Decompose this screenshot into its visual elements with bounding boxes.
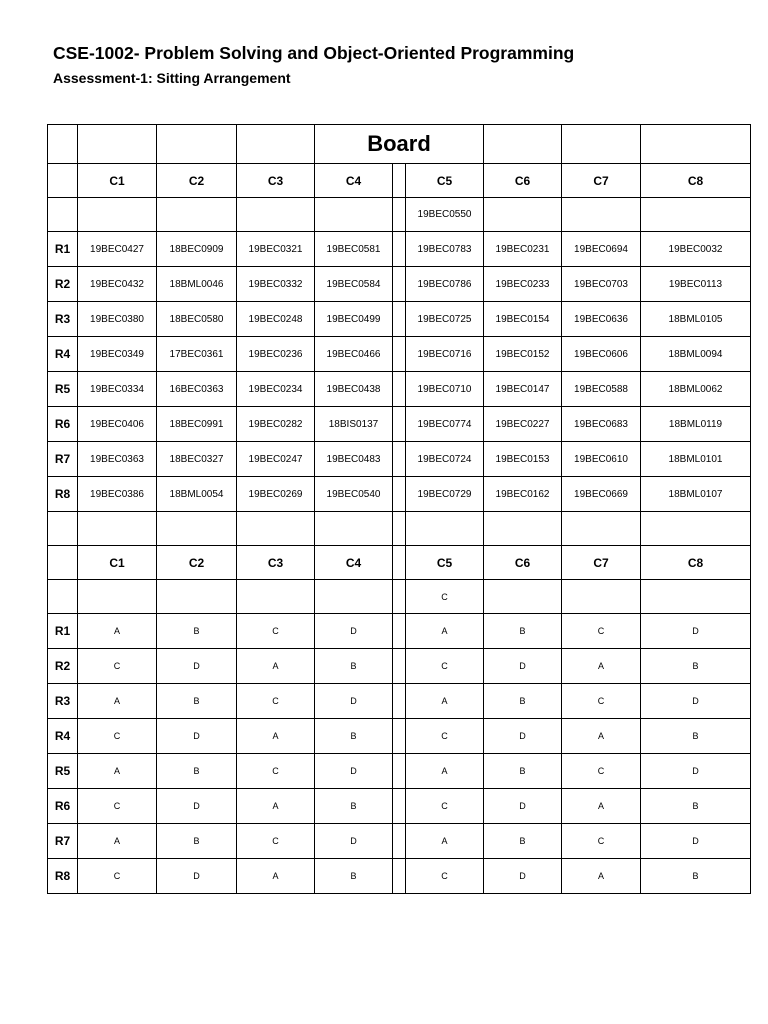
aisle-gap-cell [393,614,406,649]
seat-cell: C [406,719,484,754]
aisle-gap-cell [393,824,406,859]
seat-cell: 18BML0094 [641,337,751,372]
seat-cell: B [157,824,237,859]
table-row [48,614,751,649]
seat-cell: B [157,684,237,719]
seat-cell: A [237,719,315,754]
seat-cell: 19BEC0282 [237,407,315,442]
aisle-gap-cell [393,512,406,546]
column-header: C3 [237,164,315,198]
seat-cell: C [78,789,157,824]
empty-cell [78,580,157,614]
seat-cell: B [641,719,751,754]
seat-cell: 19BEC0032 [641,232,751,267]
aisle-gap-cell [393,267,406,302]
seat-cell: A [237,789,315,824]
seat-cell: 19BEC0234 [237,372,315,407]
empty-cell [157,580,237,614]
seat-cell: 19BEC0729 [406,477,484,512]
table-row [48,859,751,894]
seat-cell: 19BEC0610 [562,442,641,477]
table-row [48,789,751,824]
board-row [48,125,751,164]
seat-cell: A [78,824,157,859]
aisle-gap-cell [393,337,406,372]
seat-cell: D [315,614,393,649]
seat-cell: C [237,824,315,859]
seat-cell: B [484,754,562,789]
seat-cell: 19BEC0380 [78,302,157,337]
seat-cell: A [78,754,157,789]
seat-cell: C [406,649,484,684]
column-header: C4 [315,164,393,198]
seat-cell: 19BEC0724 [406,442,484,477]
seat-cell: 19BEC0466 [315,337,393,372]
row-label: R2 [48,649,78,684]
column-header: C2 [157,546,237,580]
empty-cell [641,512,751,546]
seat-cell: 18BML0054 [157,477,237,512]
table-row [48,824,751,859]
seat-cell: D [641,824,751,859]
front-seat-cell: C [406,580,484,614]
seat-cell: D [484,649,562,684]
seat-cell: D [484,859,562,894]
seat-cell: A [406,684,484,719]
board-label: Board [315,125,484,164]
separator-row [48,512,751,546]
aisle-gap-cell [393,859,406,894]
column-header: C1 [78,164,157,198]
row-label: R1 [48,614,78,649]
empty-cell [48,546,78,580]
aisle-gap-cell [393,372,406,407]
aisle-gap-cell [393,407,406,442]
column-header: C4 [315,546,393,580]
seat-cell: C [78,719,157,754]
seat-cell: A [562,719,641,754]
seat-cell: C [562,684,641,719]
column-header: C2 [157,164,237,198]
column-header: C5 [406,164,484,198]
seat-cell: 19BEC0386 [78,477,157,512]
seat-cell: B [641,859,751,894]
empty-cell [48,164,78,198]
seat-cell: 19BEC0363 [78,442,157,477]
seat-cell: C [237,684,315,719]
seat-cell: 19BEC0783 [406,232,484,267]
seat-cell: B [157,614,237,649]
seat-cell: 19BEC0153 [484,442,562,477]
table-row [48,337,751,372]
aisle-gap-cell [393,302,406,337]
seat-cell: 19BEC0147 [484,372,562,407]
page-title: CSE-1002- Problem Solving and Object-Oriented Programming [53,43,575,63]
table-row [48,477,751,512]
table-row [48,442,751,477]
seat-cell: 19BEC0334 [78,372,157,407]
front-seat-row [48,198,751,232]
aisle-gap-cell [393,477,406,512]
row-label: R4 [48,337,78,372]
seat-cell: B [641,649,751,684]
table-row [48,754,751,789]
seat-cell: C [78,859,157,894]
aisle-gap-cell [393,684,406,719]
empty-cell [315,198,393,232]
empty-cell [484,198,562,232]
row-label: R3 [48,302,78,337]
seat-cell: 18BEC0580 [157,302,237,337]
column-header-row [48,164,751,198]
seat-cell: C [562,754,641,789]
seat-cell: D [157,649,237,684]
seat-cell: D [484,789,562,824]
aisle-gap-cell [393,546,406,580]
column-header: C1 [78,546,157,580]
front-seat-cell: 19BEC0550 [406,198,484,232]
seat-cell: 19BEC0247 [237,442,315,477]
row-label: R8 [48,859,78,894]
empty-cell [562,512,641,546]
empty-cell [315,580,393,614]
seat-cell: 19BEC0703 [562,267,641,302]
empty-cell [237,198,315,232]
seat-cell: C [78,649,157,684]
aisle-gap-cell [393,649,406,684]
seat-cell: B [315,789,393,824]
empty-cell [78,512,157,546]
seat-cell: C [237,614,315,649]
seat-cell: 18BML0101 [641,442,751,477]
seat-cell: D [315,824,393,859]
table-row [48,267,751,302]
seat-cell: 18BML0105 [641,302,751,337]
empty-cell [48,198,78,232]
column-header: C6 [484,546,562,580]
seat-cell: A [237,859,315,894]
seat-cell: 18BML0046 [157,267,237,302]
column-header: C5 [406,546,484,580]
seat-cell: 18BML0062 [641,372,751,407]
seat-cell: 19BEC0154 [484,302,562,337]
table-row [48,232,751,267]
seat-cell: 19BEC0716 [406,337,484,372]
seat-cell: A [562,789,641,824]
seat-cell: B [157,754,237,789]
seat-cell: 19BEC0606 [562,337,641,372]
empty-cell [484,512,562,546]
seat-cell: 19BEC0332 [237,267,315,302]
seat-cell: C [562,614,641,649]
seat-cell: B [484,684,562,719]
seat-cell: A [562,859,641,894]
row-label: R7 [48,824,78,859]
column-header: C3 [237,546,315,580]
seat-cell: 19BEC0248 [237,302,315,337]
seat-cell: 19BEC0483 [315,442,393,477]
column-header-row [48,546,751,580]
seat-cell: 19BEC0227 [484,407,562,442]
seat-cell: 19BEC0725 [406,302,484,337]
seat-cell: 18BML0107 [641,477,751,512]
aisle-gap-cell [393,442,406,477]
row-label: R5 [48,754,78,789]
row-label: R6 [48,407,78,442]
empty-cell [315,512,393,546]
column-header: C7 [562,546,641,580]
empty-cell [157,512,237,546]
seat-cell: 19BEC0584 [315,267,393,302]
seat-cell: 18BEC0991 [157,407,237,442]
seating-table [47,124,751,894]
empty-cell [48,512,78,546]
seat-cell: 19BEC0499 [315,302,393,337]
seat-cell: D [641,684,751,719]
table-row [48,649,751,684]
table-row [48,719,751,754]
row-label: R1 [48,232,78,267]
aisle-gap-cell [393,789,406,824]
empty-cell [406,512,484,546]
seat-cell: 17BEC0361 [157,337,237,372]
seat-cell: 19BEC0432 [78,267,157,302]
seat-cell: 19BEC0669 [562,477,641,512]
seat-cell: B [484,614,562,649]
table-row [48,407,751,442]
seat-cell: 19BEC0694 [562,232,641,267]
seat-cell: A [406,614,484,649]
row-label: R5 [48,372,78,407]
seat-cell: 18BEC0327 [157,442,237,477]
row-label: R6 [48,789,78,824]
table-row [48,684,751,719]
seat-cell: D [484,719,562,754]
aisle-gap-cell [393,164,406,198]
empty-cell [237,125,315,164]
empty-cell [484,125,562,164]
row-label: R2 [48,267,78,302]
column-header: C7 [562,164,641,198]
aisle-gap-cell [393,719,406,754]
seat-cell: 19BEC0231 [484,232,562,267]
seat-cell: 18BIS0137 [315,407,393,442]
row-label: R3 [48,684,78,719]
empty-cell [78,125,157,164]
seat-cell: D [641,614,751,649]
column-header: C6 [484,164,562,198]
seat-cell: 19BEC0710 [406,372,484,407]
seating-table-body [48,125,751,894]
seat-cell: 19BEC0233 [484,267,562,302]
page-subtitle: Assessment-1: Sitting Arrangement [53,70,291,86]
aisle-gap-cell [393,198,406,232]
seat-cell: 19BEC0774 [406,407,484,442]
seat-cell: A [78,684,157,719]
seat-cell: B [315,649,393,684]
seat-cell: 19BEC0321 [237,232,315,267]
empty-cell [157,125,237,164]
seat-cell: 18BML0119 [641,407,751,442]
table-row [48,372,751,407]
seat-cell: 19BEC0540 [315,477,393,512]
row-label: R8 [48,477,78,512]
seat-cell: 19BEC0581 [315,232,393,267]
seat-cell: 19BEC0786 [406,267,484,302]
empty-cell [78,198,157,232]
seat-cell: A [78,614,157,649]
seat-cell: B [484,824,562,859]
seat-cell: D [315,684,393,719]
seat-cell: C [237,754,315,789]
empty-cell [562,125,641,164]
seat-cell: 18BEC0909 [157,232,237,267]
aisle-gap-cell [393,232,406,267]
seat-cell: D [157,789,237,824]
seat-cell: D [315,754,393,789]
aisle-gap-cell [393,754,406,789]
empty-cell [48,580,78,614]
seat-cell: D [157,719,237,754]
aisle-gap-cell [393,580,406,614]
empty-cell [484,580,562,614]
empty-cell [641,198,751,232]
seat-cell: 19BEC0152 [484,337,562,372]
column-header: C8 [641,164,751,198]
seat-cell: B [315,859,393,894]
seat-cell: 19BEC0438 [315,372,393,407]
seat-cell: C [406,859,484,894]
seat-cell: C [406,789,484,824]
row-label: R7 [48,442,78,477]
seat-cell: 19BEC0406 [78,407,157,442]
seat-cell: B [315,719,393,754]
seat-cell: A [562,649,641,684]
seat-cell: 19BEC0588 [562,372,641,407]
seat-cell: D [157,859,237,894]
seat-cell: D [641,754,751,789]
seat-cell: 19BEC0236 [237,337,315,372]
seat-cell: 19BEC0427 [78,232,157,267]
empty-cell [48,125,78,164]
seat-cell: A [406,754,484,789]
seat-cell: B [641,789,751,824]
empty-cell [237,512,315,546]
column-header: C8 [641,546,751,580]
table-row [48,302,751,337]
empty-cell [641,125,751,164]
seat-cell: 19BEC0269 [237,477,315,512]
seat-cell: 19BEC0113 [641,267,751,302]
row-label: R4 [48,719,78,754]
front-seat-row [48,580,751,614]
empty-cell [641,580,751,614]
seat-cell: A [237,649,315,684]
empty-cell [157,198,237,232]
seat-cell: 19BEC0162 [484,477,562,512]
seat-cell: C [562,824,641,859]
seat-cell: 16BEC0363 [157,372,237,407]
empty-cell [562,580,641,614]
seat-cell: 19BEC0349 [78,337,157,372]
empty-cell [237,580,315,614]
seat-cell: A [406,824,484,859]
seat-cell: 19BEC0636 [562,302,641,337]
seat-cell: 19BEC0683 [562,407,641,442]
empty-cell [562,198,641,232]
